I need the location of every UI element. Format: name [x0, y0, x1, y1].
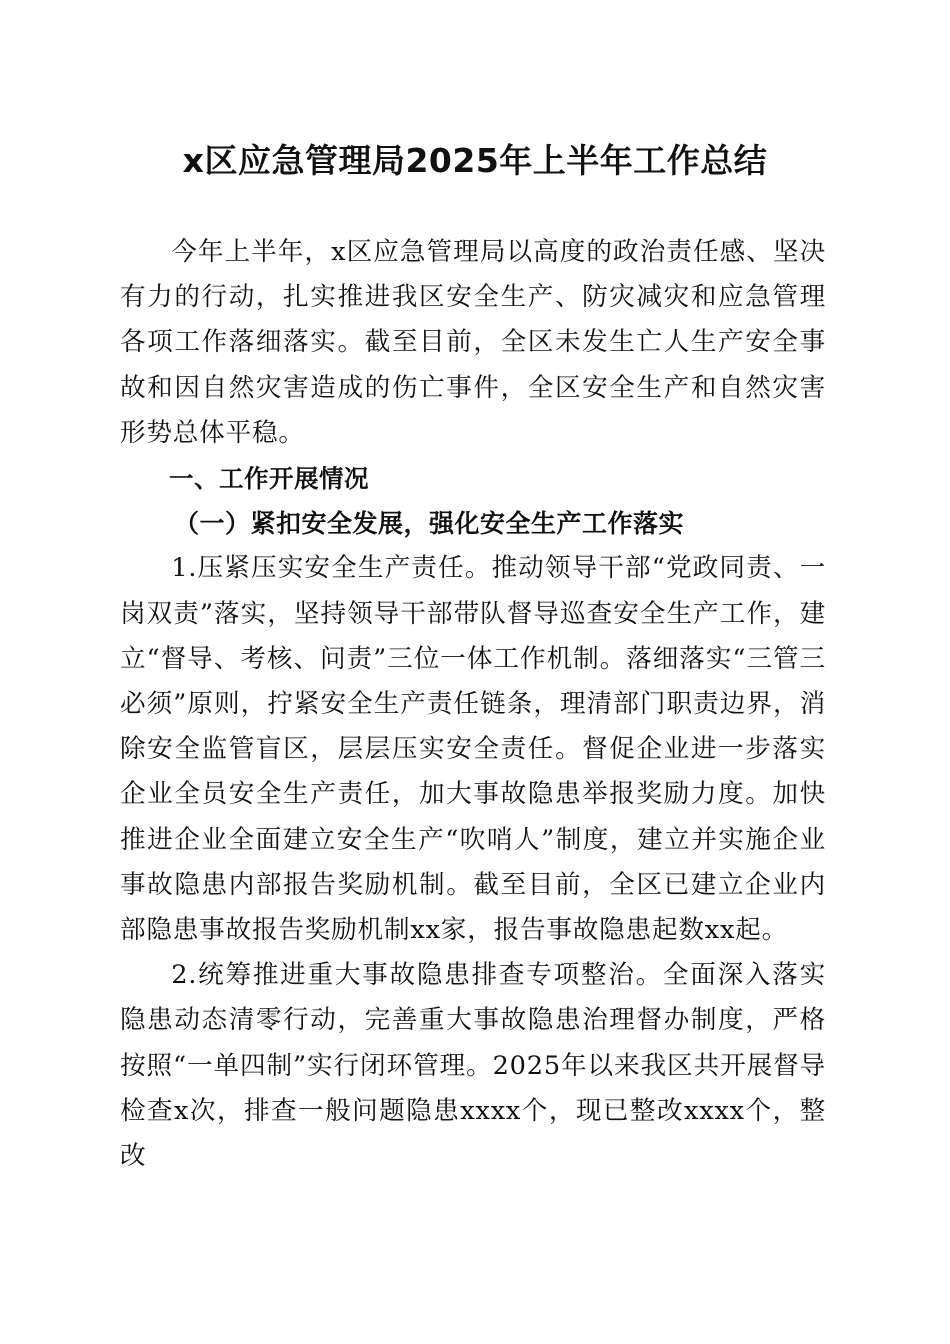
document-title: x区应急管理局2025年上半年工作总结	[182, 141, 768, 180]
item-paragraph-1: 1.压紧压实安全生产责任。推动领导干部“党政同责、一岗双责”落实，坚持领导干部带队督导巡查安全生产工作，建立“督导、考核、问责”三位一体工作机制。落细落实“三管三必须”原则，拧紧安全生产责任链条，理清部门职责边界，消除安全监管盲区，层层压实安全责任。督促企业进一步落实企业全员安全生产责任，加大事故隐患举报奖励力度。加快推进企业全面建立安全生产“吹哨人”制度，建立并实施企业事故隐患内部报告奖励机制。截至目前，全区已建立企业内部隐患事故报告奖励机制xx家，报告事故隐患起数xx起。	[120, 553, 826, 946]
item-paragraph-2: 2.统筹推进重大事故隐患排查专项整治。全面深入落实隐患动态清零行动，完善重大事故隐患治理督办制度，严格按照“一单四制”实行闭环管理。2025年以来我区共开展督导检查x次，排查一般问题隐患xxxx个，现已整改xxxx个，整改	[120, 960, 826, 1172]
section-heading: 一、工作开展情况	[169, 464, 369, 494]
subsection-heading: （一）紧扣安全发展，强化安全生产工作落实	[174, 509, 685, 539]
document-body	[120, 230, 826, 1179]
intro-paragraph: 今年上半年，x区应急管理局以高度的政治责任感、坚决有力的行动，扎实推进我区安全生产、防灾减灾和应急管理各项工作落细落实。截至目前，全区未发生亡人生产安全事故和因自然灾害造成的伤亡事件，全区安全生产和自然灾害形势总体平稳。	[120, 237, 826, 448]
